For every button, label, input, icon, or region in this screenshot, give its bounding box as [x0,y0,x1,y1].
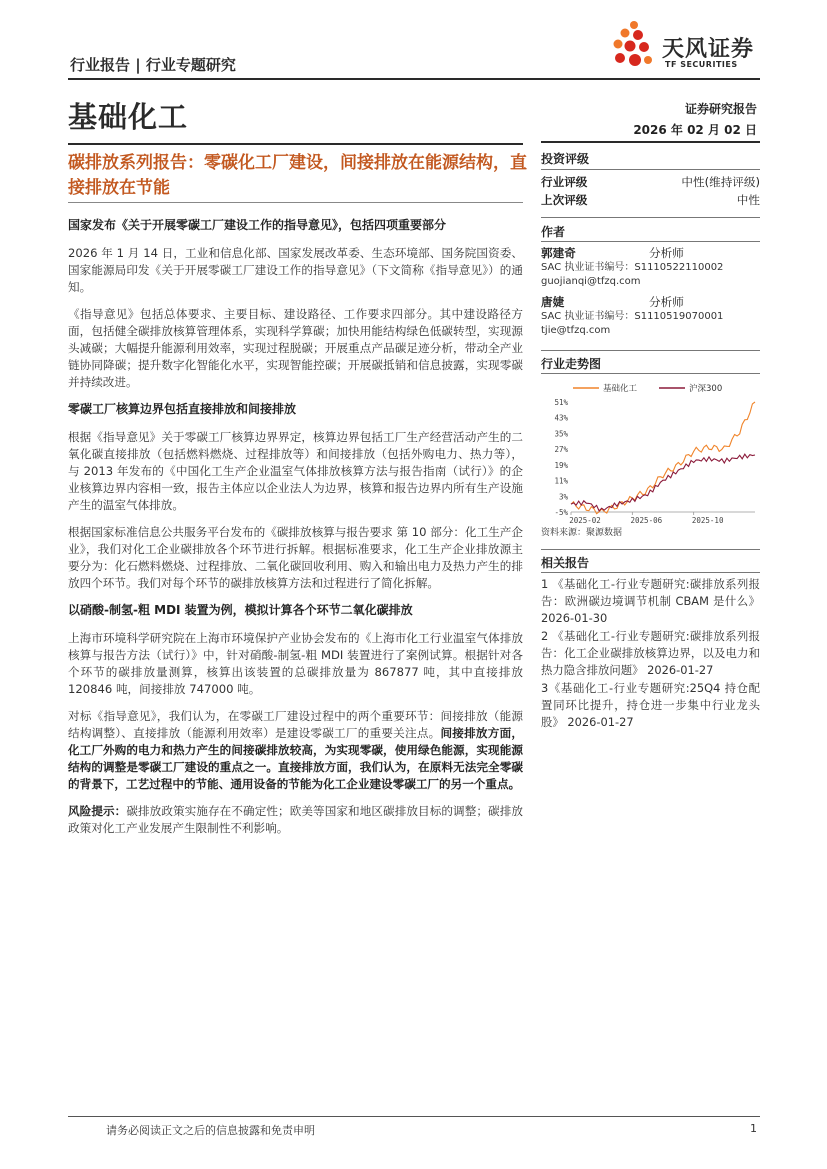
chart-source: 资料来源：聚源数据 [541,528,623,538]
author-cert: SAC 执业证书编号：S1110519070001 [541,311,724,322]
industry-rating-value: 中性(维持评级) [681,175,760,189]
risk-label: 风险提示： [68,804,127,818]
legend-label: 沪深300 [689,384,723,394]
section-heading: 国家发布《关于开展零碳工厂建设工作的指导意见》，包括四项重要部分 [68,218,447,232]
author-name: 唐婕 [541,295,565,309]
related-title: 相关报告 [541,556,590,570]
logo-mark-icon [610,20,654,70]
x-tick-label: 2025-06 [630,516,663,525]
sidebar [541,139,760,732]
section-heading: 零碳工厂核算边界包括直接排放和间接排放 [68,402,297,416]
page-number: 1 [750,1122,757,1135]
logo-chinese-name: 天风证券 [662,37,755,62]
paragraph: 根据国家标准信息公共服务平台发布的《碳排放核算与报告要求 第 10 部分：化工生产企业》，我们对化工企业碳排放各个环节进行拆解。根据标准要求，化工生产企业排放源主要分为：化石燃料燃烧、过程排放、二氧化碳回收利用、购入和输出电力及热力产生的排放四个环节。我们对每个环节的碳排放核算方法和过程进行了简化拆解。 [68,525,523,590]
report-type: 证券研究报告 [684,102,757,116]
y-tick-label: 35% [554,429,568,439]
author-email[interactable]: tjie@tfzq.com [541,325,611,336]
y-tick-label: 51% [554,398,568,407]
y-tick-label: 11% [554,476,568,486]
author-cert: SAC 执业证书编号：S1110522110002 [541,262,724,273]
paragraph: 《指导意见》包括总体要求、主要目标、建设路径、工作要求四部分。其中建设路径方面，包括健全碳排放核算管理体系，实现科学算碳；加快用能结构绿色低碳转型，实现源头减碳；大幅提升能源利用效率，实现过程脱碳；开展重点产品碳足迹分析，带动全产业链协同降碳；提升数字化智能化水平，实现智能控碳；开展碳抵销和信息披露，实现零碳并持续改进。 [68,307,523,389]
authors-divider [541,241,760,242]
author-block [541,245,760,289]
report-subtitle: 碳排放系列报告：零碳化工厂建设，间接排放在能源结构，直接排放在节能 [68,153,527,198]
footer-divider [68,1116,760,1117]
risk-warning [68,803,523,837]
legend-label: 基础化工 [603,384,638,394]
title-divider [68,143,523,145]
paragraph: 上海市环境科学研究院在上海市环境保护产业协会发布的《上海市化工行业温室气体排放核算与报告方法（试行）》中，针对硝酸-制氢-粗 MDI 装置进行了案例试算。根据针对各个环节的碳排放量测算，核算出该装置的总碳排放量为 867877 吨，其中直接排放 120846 吨，间接排放 747000 吨。 [68,631,523,696]
section-divider [541,549,760,550]
trend-chart-svg [541,376,760,526]
author-block [541,294,760,338]
risk-text: 碳排放政策实施存在不确定性；欧美等国家和地区碳排放目标的调整；碳排放政策对化工产业发展产生限制性不利影响。 [68,804,523,835]
related-report-link[interactable]: 1 《基础化工-行业专题研究:碳排放系列报告：欧洲碳边境调节机制 CBAM 是什么》 2026-01-30 [541,577,760,625]
related-divider [541,572,760,573]
rating-title: 投资评级 [541,152,590,166]
header-divider [68,78,760,80]
section-divider [541,217,760,218]
footer-disclaimer[interactable]: 请务必阅读正文之后的信息披露和免责申明 [106,1124,315,1137]
company-logo [610,18,770,74]
y-tick-label: 27% [554,445,568,455]
related-report-link[interactable]: 2 《基础化工-行业专题研究:碳排放系列报告：化工企业碳排放核算边界，以及电力和热力隐含排放问题》 2026-01-27 [541,629,760,677]
series-line-chemical [571,402,755,514]
industry-rating-row [541,173,760,191]
trend-divider [541,373,760,374]
page-title: 基础化工 [68,100,189,134]
industry-rating-label: 行业评级 [541,175,588,189]
y-tick-label: 43% [554,413,568,423]
trend-chart [541,376,760,526]
paragraph-conclusion [68,708,523,793]
y-tick-label: 19% [554,460,568,470]
author-email[interactable]: guojianqi@tfzq.com [541,276,641,287]
last-rating-label: 上次评级 [541,193,588,207]
section-heading: 以硝酸-制氢-粗 MDI 装置为例，模拟计算各个环节二氧化碳排放 [68,603,413,617]
author-name: 郭建奇 [541,246,576,260]
conclusion-bold-text: 间接排放方面，化工厂外购的电力和热力产生的间接碳排放较高，为实现零碳，使用绿色能源，实现能源结构的调整是零碳工厂建设的重点之一。直接排放方面，我们认为，在原料无法完全零碳的背景下，工艺过程中的节能、通用设备的节能为化工企业建设零碳工厂的另一个重点。 [68,726,523,791]
report-category: 行业报告 | 行业专题研究 [70,56,236,74]
main-body [68,217,523,847]
related-report-link[interactable]: 3《基础化工-行业专题研究:25Q4 持仓配置同环比提升，持仓进一步集中行业龙头股》 2026-01-27 [541,681,760,729]
x-tick-label: 2025-02 [569,516,601,525]
x-tick-label: 2025-10 [691,516,724,525]
paragraph: 2026 年 1 月 14 日，工业和信息化部、国家发展改革委、生态环境部、国务院国资委、国家能源局印发《关于开展零碳工厂建设工作的指导意见》（下文简称《指导意见》）的通知。 [68,246,523,294]
y-tick-label: -5% [554,508,568,517]
conclusion-text: 对标《指导意见》，我们认为，在零碳工厂建设过程中的两个重要环节：间接排放（能源结构调整）、直接排放（能源利用效率）是建设零碳工厂的重要关注点。 [68,709,523,740]
subtitle-divider [68,202,523,203]
author-role: 分析师 [649,295,684,309]
author-role: 分析师 [649,246,684,260]
section-divider [541,350,760,351]
y-tick-label: 3% [558,492,568,502]
last-rating-row [541,191,760,209]
last-rating-value: 中性 [736,193,760,207]
authors-title: 作者 [541,225,566,239]
logo-english-name: TF SECURITIES [665,60,738,69]
paragraph: 根据《指导意见》关于零碳工厂核算边界界定，核算边界包括工厂生产经营活动产生的二氧化碳直接排放（包括燃料燃烧、过程排放等）和间接排放（包括外购电力、热力等），与 2013 年发布的《中国化工生产企业温室气体排放核算方法与报告指南（试行）》的企业核算边界内容相一致，报告主体应以企业法人为边界，核算和报告边界内所有生产设施产生的温室气体排放。 [68,430,523,512]
report-date: 2026 年 02 月 02 日 [633,123,757,137]
rating-divider [541,169,760,170]
series-line-csi300 [571,454,755,511]
trend-title: 行业走势图 [541,357,602,371]
